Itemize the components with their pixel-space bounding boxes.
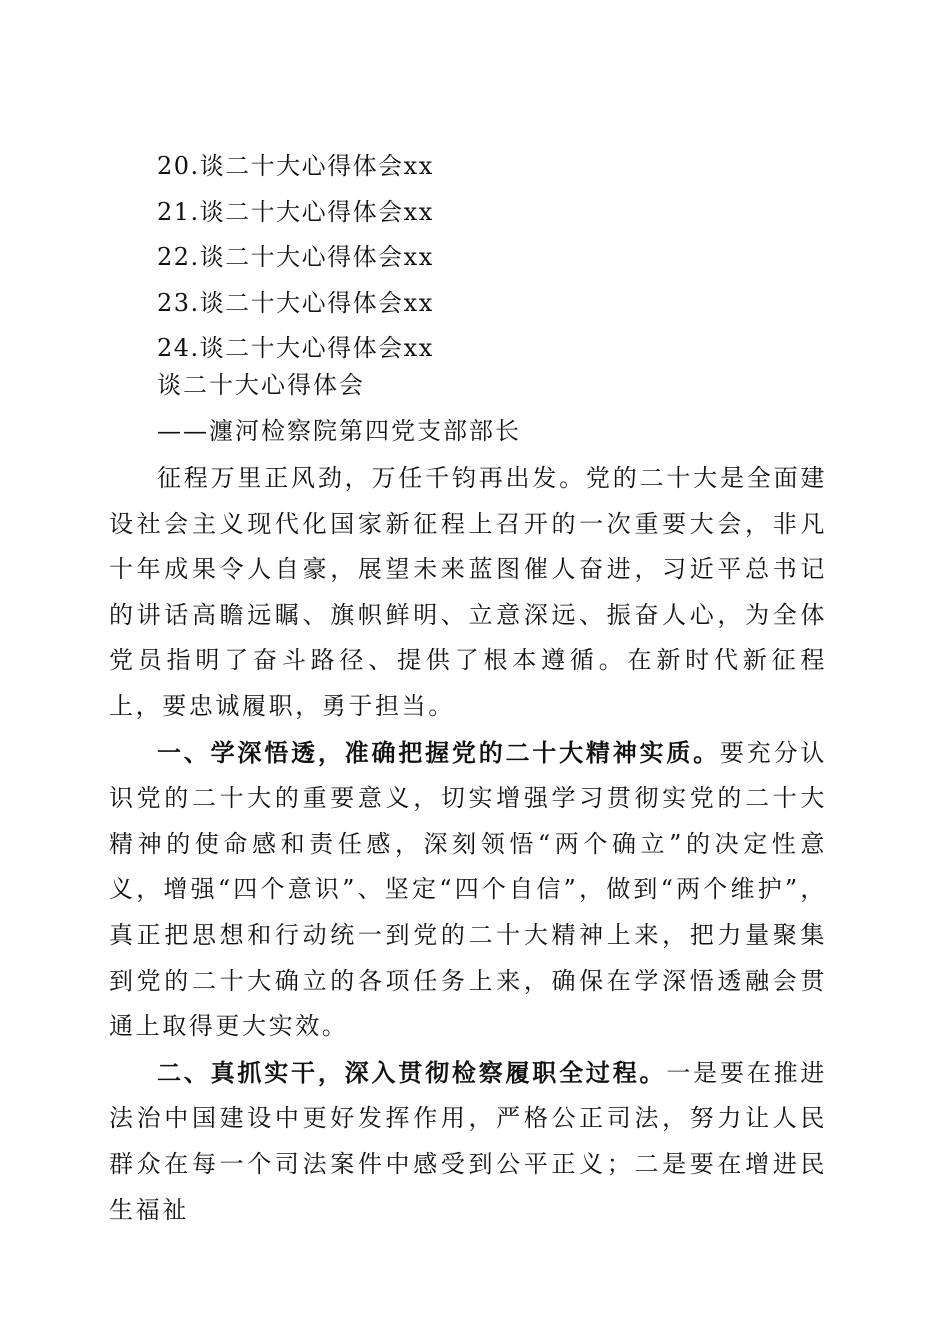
paragraph-heading: 二、真抓实干，深入贯彻检察履职全过程。 [157,1057,667,1087]
paragraph-text: 一是要在推进法治中国建设中更好发挥作用，严格公正司法，努力让人民群众在每一个司法案件中感受到公平正义；二是要在增进民生福祉 [109,1058,827,1224]
toc-item: 22.谈二十大心得体会xx [157,243,434,271]
toc-item: 23.谈二十大心得体会xx [157,288,434,317]
article-subtitle: ——瀍河检察院第四党支部部长 [157,417,521,445]
paragraph-text: 征程万里正风劲，万任千钧再出发。党的二十大是全面建设社会主义现代化国家新征程上召开的一次重要大会，非凡十年成果令人自豪，展望未来蓝图催人奋进，习近平总书记的讲话高瞻远瞩、旗帜鲜明、立意深远、振奋人心，为全体党员指明了奋斗路径、提供了根本遵循。在新时代新征程上，要忠诚履职，勇于担当。 [109,464,827,720]
toc-item: 20.谈二十大心得体会xx [157,152,434,180]
toc-list [157,144,434,372]
article-title: 谈二十大心得体会 [157,371,365,399]
article-body [109,455,827,1233]
toc-item: 24.谈二十大心得体会xx [157,334,434,362]
toc-item: 21.谈二十大心得体会xx [157,197,434,226]
paragraph-section-2 [109,1050,827,1233]
paragraph-text: 要充分认识党的二十大的重要意义，切实增强学习贯彻实党的二十大精神的使命感和责任感，深刻领悟“两个确立”的决定性意义，增强“四个意识”、坚定“四个自信”，做到“两个维护”，真正把思想和行动统一到党的二十大精神上来，把力量聚集到党的二十大确立的各项任务上来，确保在学深悟透融会贯通上取得更大实效。 [109,738,827,1041]
paragraph-section-1 [109,730,827,1050]
paragraph-intro [109,455,827,730]
paragraph-heading: 一、学深悟透，准确把握党的二十大精神实质。 [157,737,720,767]
